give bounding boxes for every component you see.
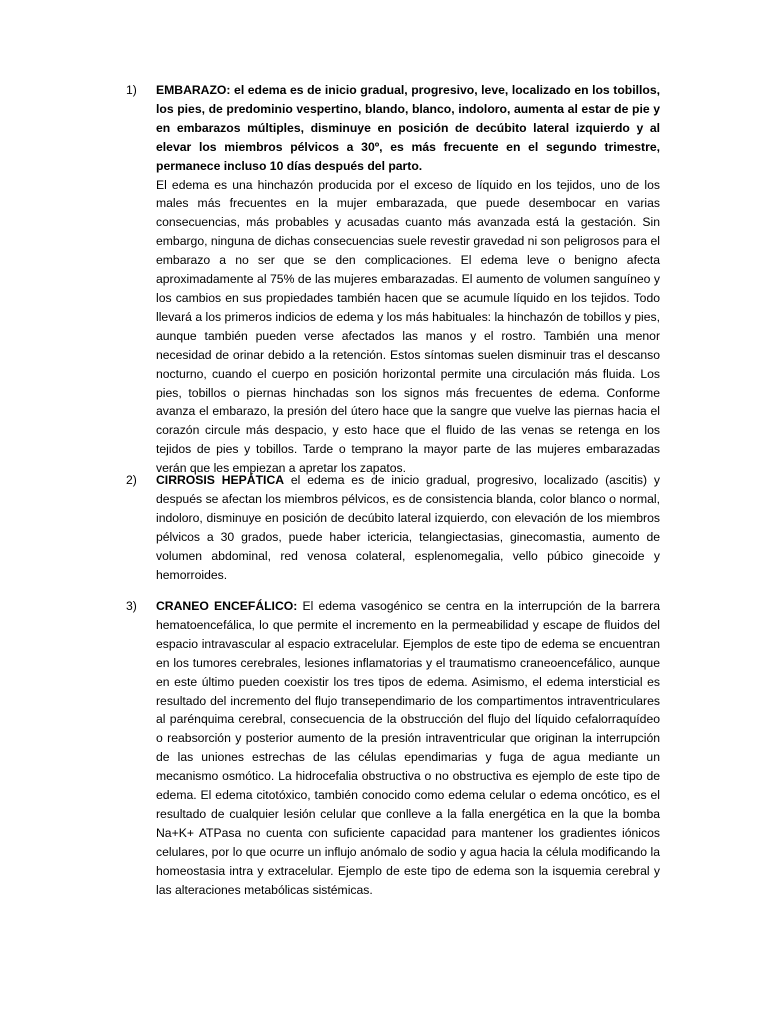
item-bold-text: el edema es de inicio gradual, progresivo, leve, localizado en los tobillos, los pies, de predominio vespertino, blando, blanco, indoloro, aumenta al estar de pie y en embarazos múltiples, disminuye en posición de decúbito lateral izquierdo y al elevar los miembros pélvicos a 30º, es más frecuente en el segundo trimestre, permanece incluso 10 días después del parto.: [156, 83, 660, 173]
item-text: El edema vasogénico se centra en la interrupción de la barrera hematoencefálica, lo que permite el incremento en la permeabilidad y escape de fluidos del espacio intravascular al espacio extracelular. Ejemplos de este tipo de edema se encuentran en los tumores cerebrales, lesiones inflamatorias y el traumatismo craneoencefálico, aunque en este último pueden coexistir los tres tipos de edema. Asimismo, el edema intersticial es resultado del incremento del flujo transependimario de los compartimentos intraventriculares al parénquima cerebral, consecuencia de la obstrucción del flujo del líquido cefalorraquídeo o reabsorción y posterior aumento de la presión intraventricular que originan la interrupción de las uniones estrechas de las células ependimarias y fuga de agua mediante un mecanismo osmótico. La hidrocefalia obstructiva o no obstructiva es ejemplo de este tipo de edema. El edema citotóxico, también conocido como edema celular o edema oncótico, es el resultado de cualquier lesión celular que conlleve a la falla energética en la que la bomba Na+K+ ATPasa no cuenta con suficiente capacidad para mantener los gradientes iónicos celulares, por lo que ocurre un influjo anómalo de sodio y agua hacia la célula modificando la homeostasia intra y extracelular. Ejemplo de este tipo de edema son la isquemia cerebral y las alteraciones metabólicas sistémicas.: [156, 599, 660, 897]
item-heading: EMBARAZO:: [156, 83, 231, 97]
item-lead-paragraph: [156, 81, 660, 176]
item-body: [156, 471, 660, 584]
item-body: [156, 597, 660, 900]
item-number: 3): [126, 599, 137, 613]
list-item-craneo-encefalico: [126, 597, 660, 900]
item-heading: CIRROSIS HEPÁTICA: [156, 473, 285, 487]
item-heading: CRANEO ENCEFÁLICO:: [156, 599, 298, 613]
list-item-cirrosis-hepatica: [126, 471, 660, 584]
item-paragraph: El edema es una hinchazón producida por el exceso de líquido en los tejidos, uno de los males más frecuentes en la mujer embarazada, que puede desembocar en varias consecuencias, más probables y acusadas cuanto más avanzada está la gestación. Sin embargo, ninguna de dichas consecuencias suele revestir gravedad ni son peligrosos para el embarazo a no ser que se den complicaciones. El edema leve o benigno afecta aproximadamente al 75% de las mujeres embarazadas. El aumento de volumen sanguíneo y los cambios en sus propiedades también hacen que se acumule líquido en los tejidos. Todo llevará a los primeros indicios de edema y los más habituales: la hinchazón de tobillos y pies, aunque también pueden verse afectados las manos y el rostro. También una menor necesidad de orinar debido a la retención. Estos síntomas suelen disminuir tras el descanso nocturno, cuando el cuerpo en posición horizontal permite una circulación más fluida. Los pies, tobillos o piernas hinchadas son los signos más frecuentes de edema. Conforme avanza el embarazo, la presión del útero hace que la sangre que vuelve las piernas hacia el corazón circule más despacio, y esto hace que el fluido de las venas se retenga en los tejidos de pies y tobillos. Tarde o temprano la mayor parte de las mujeres embarazadas verán que les empiezan a apretar los zapatos.: [156, 177, 660, 476]
list-item-embarazo: [126, 81, 660, 478]
item-paragraph: [156, 597, 660, 900]
item-paragraph: [156, 471, 660, 584]
item-number: 1): [126, 83, 137, 97]
item-number: 2): [126, 473, 137, 487]
item-text: el edema es de inicio gradual, progresivo, localizado (ascitis) y después se afectan los miembros pélvicos, es de consistencia blanda, color blanco o normal, indoloro, disminuye en posición de decúbito lateral izquierdo, con elevación de los miembros pélvicos a 30 grados, puede haber ictericia, telangiectasias, ginecomastia, aumento de volumen abdominal, red venosa colateral, esplenomegalia, vello púbico ginecoide y hemorroides.: [156, 473, 660, 582]
item-body: [156, 81, 660, 478]
